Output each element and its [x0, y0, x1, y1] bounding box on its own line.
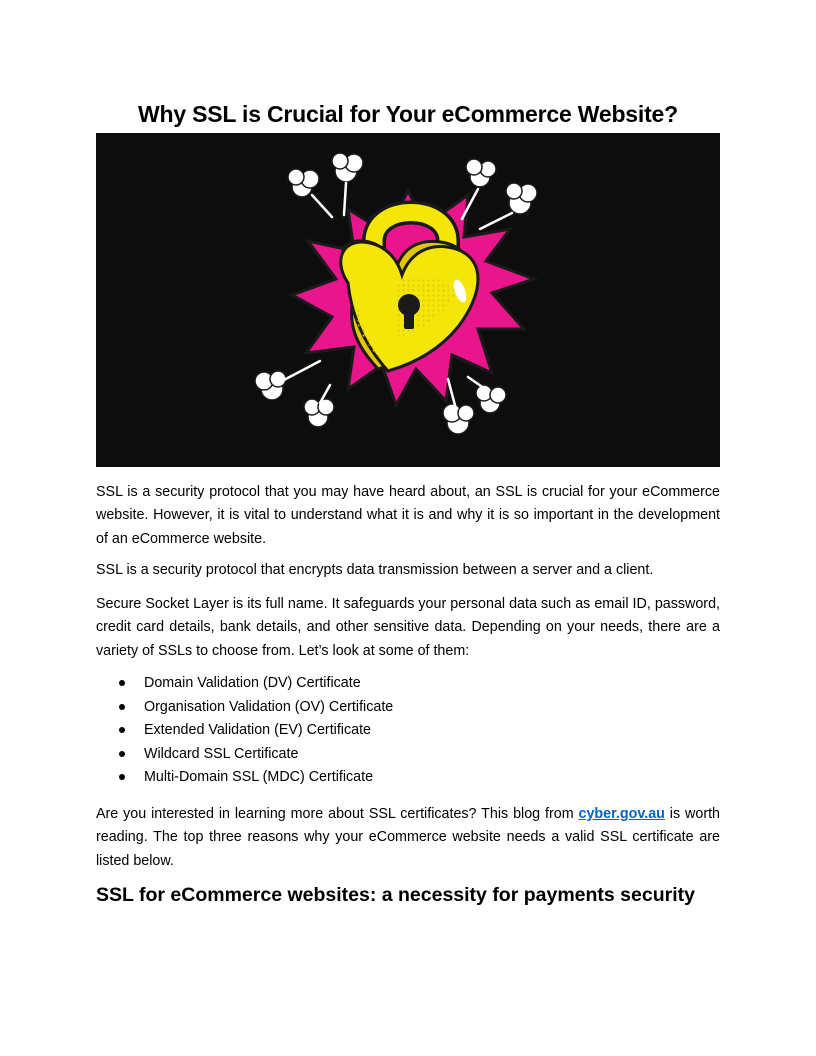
list-item-label: Domain Validation (DV) Certificate: [144, 675, 361, 691]
full-name-paragraph: Secure Socket Layer is its full name. It safeguards your personal data such as email ID, password, credit card details, bank details, and other sensitive data. Depending on your needs, there are a variety of SSLs to choose from. Let’s look at some of them:: [96, 596, 720, 659]
bullet-icon: [119, 704, 125, 710]
page-title: Why SSL is Crucial for Your eCommerce Website?: [138, 101, 678, 127]
section-heading: SSL for eCommerce websites: a necessity for payments security: [96, 884, 695, 906]
heart-padlock-illustration: [96, 133, 720, 467]
bullet-icon: [119, 751, 125, 757]
cyber-gov-au-link[interactable]: cyber.gov.au: [578, 806, 665, 822]
bullet-icon: [119, 774, 125, 780]
bullet-icon: [119, 680, 125, 686]
list-item-label: Extended Validation (EV) Certificate: [144, 722, 372, 739]
list-item: [96, 719, 720, 743]
bullet-icon: [119, 727, 125, 733]
intro-paragraph: SSL is a security protocol that you may have heard about, an SSL is crucial for your eCommerce website. However, it is vital to understand what it is and why it is so important in the development of an eCommerce website.: [96, 484, 720, 547]
list-item-label: Multi-Domain SSL (MDC) Certificate: [144, 769, 374, 786]
list-item: [96, 672, 720, 696]
hero-image: [96, 133, 720, 467]
list-item: [96, 743, 720, 767]
list-item: [96, 696, 720, 720]
list-item-label: Organisation Validation (OV) Certificate: [144, 698, 394, 715]
list-item: [96, 766, 720, 790]
definition-paragraph: SSL is a security protocol that encrypts data transmission between a server and a client.: [96, 562, 654, 578]
closing-paragraph: [96, 803, 720, 873]
closing-text-after-link: is worth reading. The top three reasons why your eCommerce website needs a valid SSL certificate are listed below.: [96, 806, 720, 869]
list-item-label: Wildcard SSL Certificate: [144, 745, 299, 762]
certificate-types-list: [96, 672, 720, 790]
closing-text-before-link: Are you interested in learning more about SSL certificates? This blog from: [96, 806, 579, 822]
